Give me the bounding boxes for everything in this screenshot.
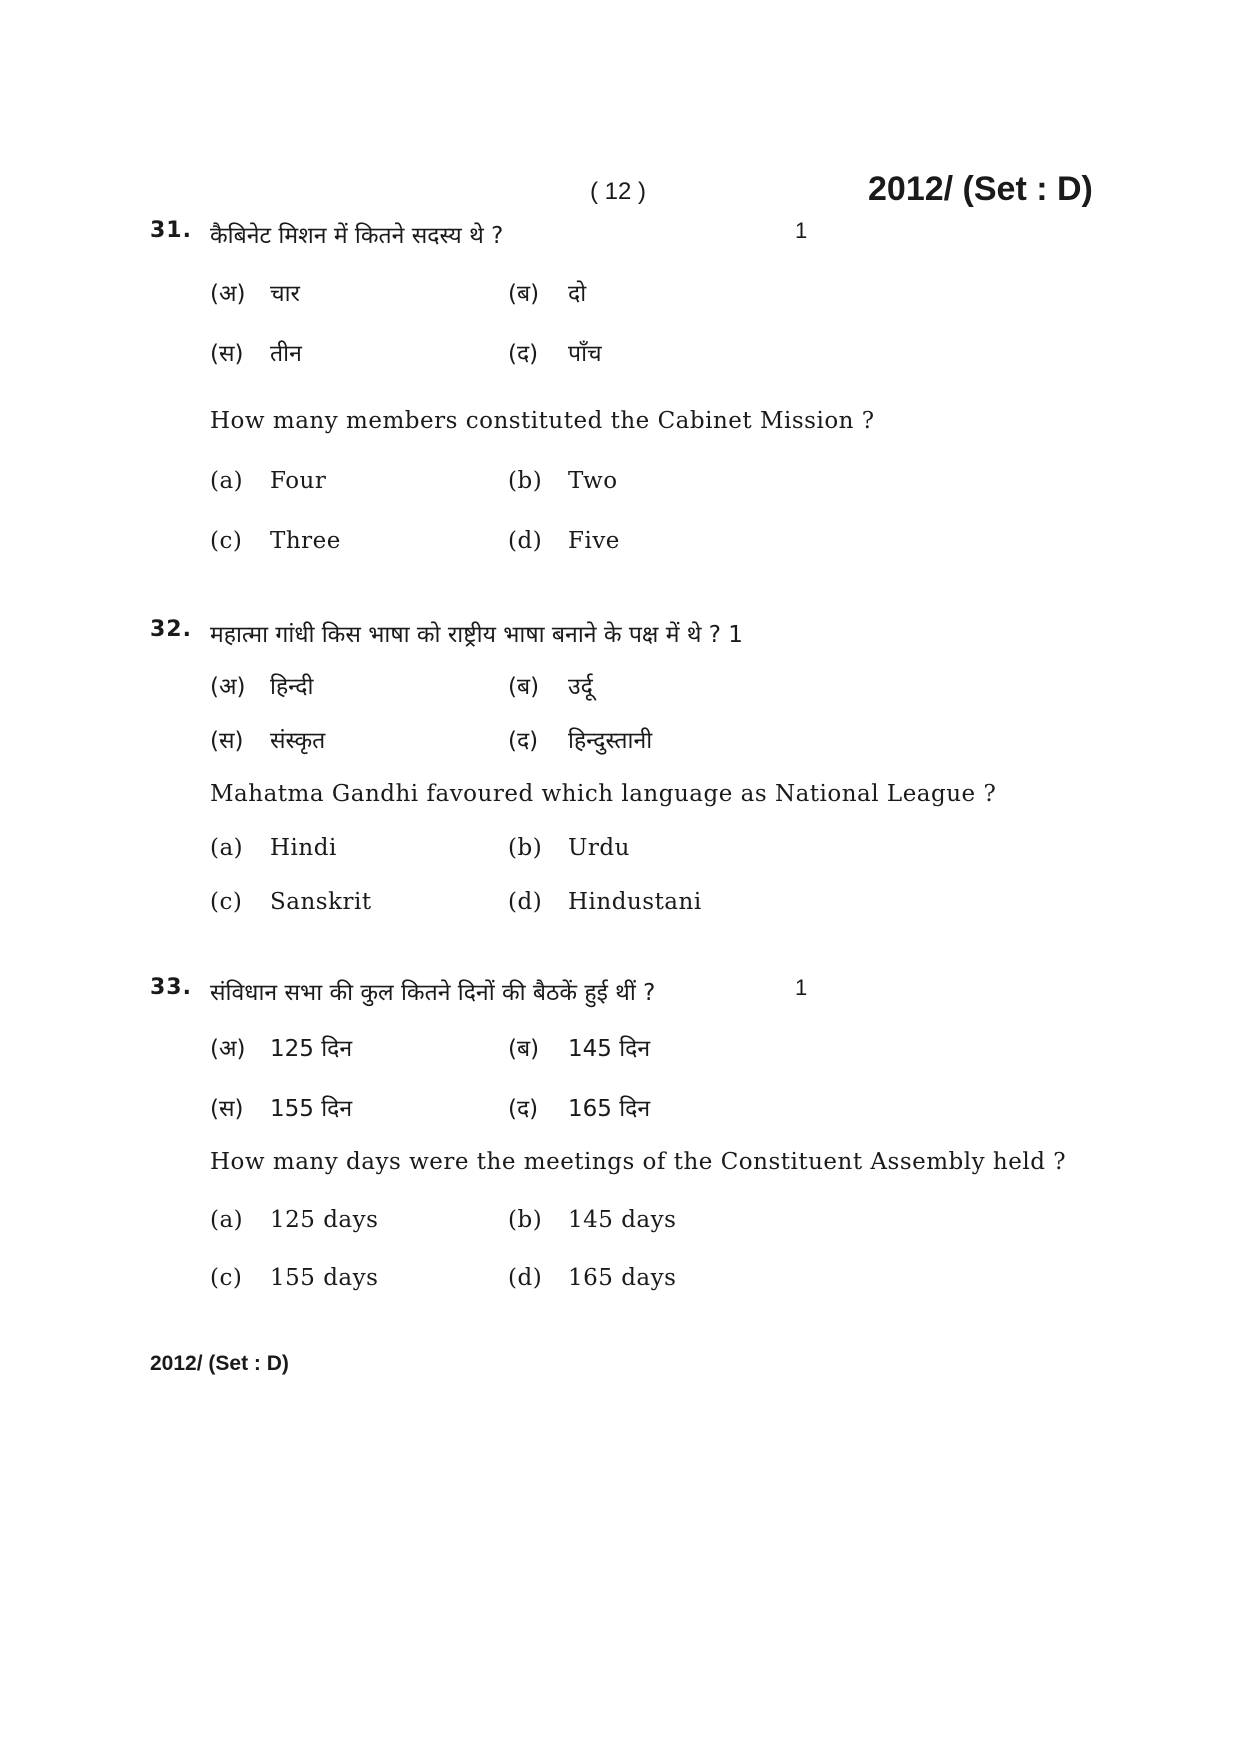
question-number: 31. bbox=[150, 218, 192, 243]
footer-set-label: 2012/ (Set : D) bbox=[150, 1352, 289, 1375]
question-hindi-line bbox=[150, 218, 1100, 258]
option-c-hindi: (स) तीन bbox=[210, 341, 302, 367]
question-text-hindi: महात्मा गांधी किस भाषा को राष्ट्रीय भाषा बनाने के पक्ष में थे ? 1 bbox=[210, 622, 743, 648]
question-31 bbox=[150, 218, 1100, 580]
question-number: 33. bbox=[150, 975, 192, 1000]
option-b-hindi: (ब) दो bbox=[508, 281, 587, 307]
english-options bbox=[150, 1207, 1100, 1317]
hindi-options bbox=[150, 669, 1100, 781]
question-33 bbox=[150, 975, 1100, 1317]
option-a-hindi: (अ) 125 दिन bbox=[210, 1036, 353, 1062]
option-d-english: (d) 165 days bbox=[508, 1265, 677, 1291]
hindi-options bbox=[150, 1031, 1100, 1149]
hindi-options bbox=[150, 276, 1100, 408]
option-a-english: (a) 125 days bbox=[210, 1207, 379, 1233]
question-hindi-line bbox=[150, 617, 1100, 657]
question-marks: 1 bbox=[795, 218, 808, 243]
option-c-hindi: (स) संस्कृत bbox=[210, 728, 326, 754]
question-marks: 1 bbox=[795, 975, 808, 1000]
option-a-hindi: (अ) हिन्दी bbox=[210, 674, 314, 700]
option-c-english: (c) Three bbox=[210, 528, 341, 554]
question-text-english: How many members constituted the Cabinet Mission ? bbox=[210, 408, 875, 434]
question-text-hindi: संविधान सभा की कुल कितने दिनों की बैठकें हुई थीं ? bbox=[210, 980, 656, 1006]
option-c-hindi: (स) 155 दिन bbox=[210, 1096, 353, 1122]
question-32 bbox=[150, 617, 1100, 941]
option-a-english: (a) Hindi bbox=[210, 835, 337, 861]
option-d-english: (d) Hindustani bbox=[508, 889, 702, 915]
option-c-english: (c) 155 days bbox=[210, 1265, 379, 1291]
question-text-hindi: कैबिनेट मिशन में कितने सदस्य थे ? bbox=[210, 223, 504, 249]
option-d-english: (d) Five bbox=[508, 528, 620, 554]
option-b-english: (b) 145 days bbox=[508, 1207, 677, 1233]
question-hindi-line bbox=[150, 975, 1100, 1015]
option-a-hindi: (अ) चार bbox=[210, 281, 300, 307]
option-d-hindi: (द) पाँच bbox=[508, 341, 602, 367]
option-a-english: (a) Four bbox=[210, 468, 327, 494]
question-text-english: How many days were the meetings of the Constituent Assembly held ? bbox=[210, 1149, 1067, 1175]
english-options bbox=[150, 468, 1100, 580]
question-number: 32. bbox=[150, 617, 192, 642]
option-d-hindi: (द) 165 दिन bbox=[508, 1096, 651, 1122]
option-b-english: (b) Urdu bbox=[508, 835, 630, 861]
page-number: ( 12 ) bbox=[590, 178, 647, 205]
option-c-english: (c) Sanskrit bbox=[210, 889, 372, 915]
english-options bbox=[150, 835, 1100, 941]
question-text-english: Mahatma Gandhi favoured which language as National League ? bbox=[210, 781, 997, 807]
option-b-hindi: (ब) उर्दू bbox=[508, 674, 593, 700]
option-b-english: (b) Two bbox=[508, 468, 618, 494]
set-header: 2012/ (Set : D) bbox=[868, 170, 1093, 208]
option-b-hindi: (ब) 145 दिन bbox=[508, 1036, 651, 1062]
option-d-hindi: (द) हिन्दुस्तानी bbox=[508, 728, 653, 754]
